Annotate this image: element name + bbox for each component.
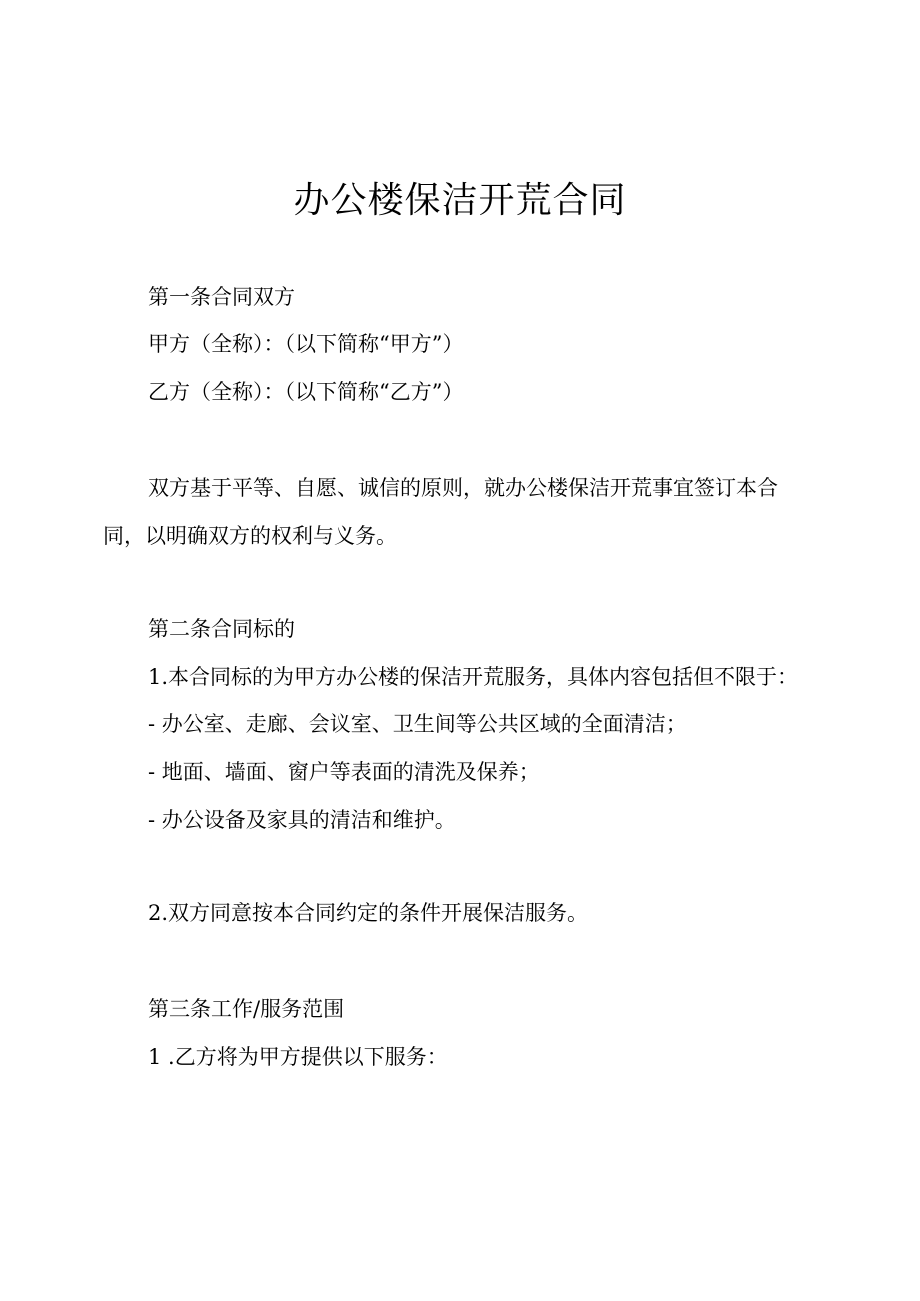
list-item: - 办公设备及家具的清洁和维护。 (148, 808, 456, 832)
article2-item1: 1.本合同标的为甲方办公楼的保洁开荒服务，具体内容包括但不限于： (148, 665, 799, 689)
article3-heading: 第三条工作/服务范围 (148, 997, 345, 1021)
list-item: - 办公室、走廊、会议室、卫生间等公共区域的全面清洁； (148, 712, 687, 736)
document-title: 办公楼保洁开荒合同 (293, 180, 627, 221)
article3-item1: 1 .乙方将为甲方提供以下服务： (148, 1045, 448, 1069)
article1-heading: 第一条合同双方 (148, 285, 295, 309)
party-b-line: 乙方（全称）：（以下简称“乙方”） (148, 380, 464, 404)
list-item: - 地面、墙面、窗户等表面的清洗及保养； (148, 760, 540, 784)
party-a-line: 甲方（全称）：（以下简称“甲方”） (148, 332, 464, 356)
article2-item2: 2.双方同意按本合同约定的条件开展保洁服务。 (148, 901, 589, 925)
article2-heading: 第二条合同标的 (148, 617, 295, 641)
intro-paragraph: 双方基于平等、自愿、诚信的原则，就办公楼保洁开荒事宜签订本合同，以明确双方的权利与义务。 (103, 476, 778, 548)
